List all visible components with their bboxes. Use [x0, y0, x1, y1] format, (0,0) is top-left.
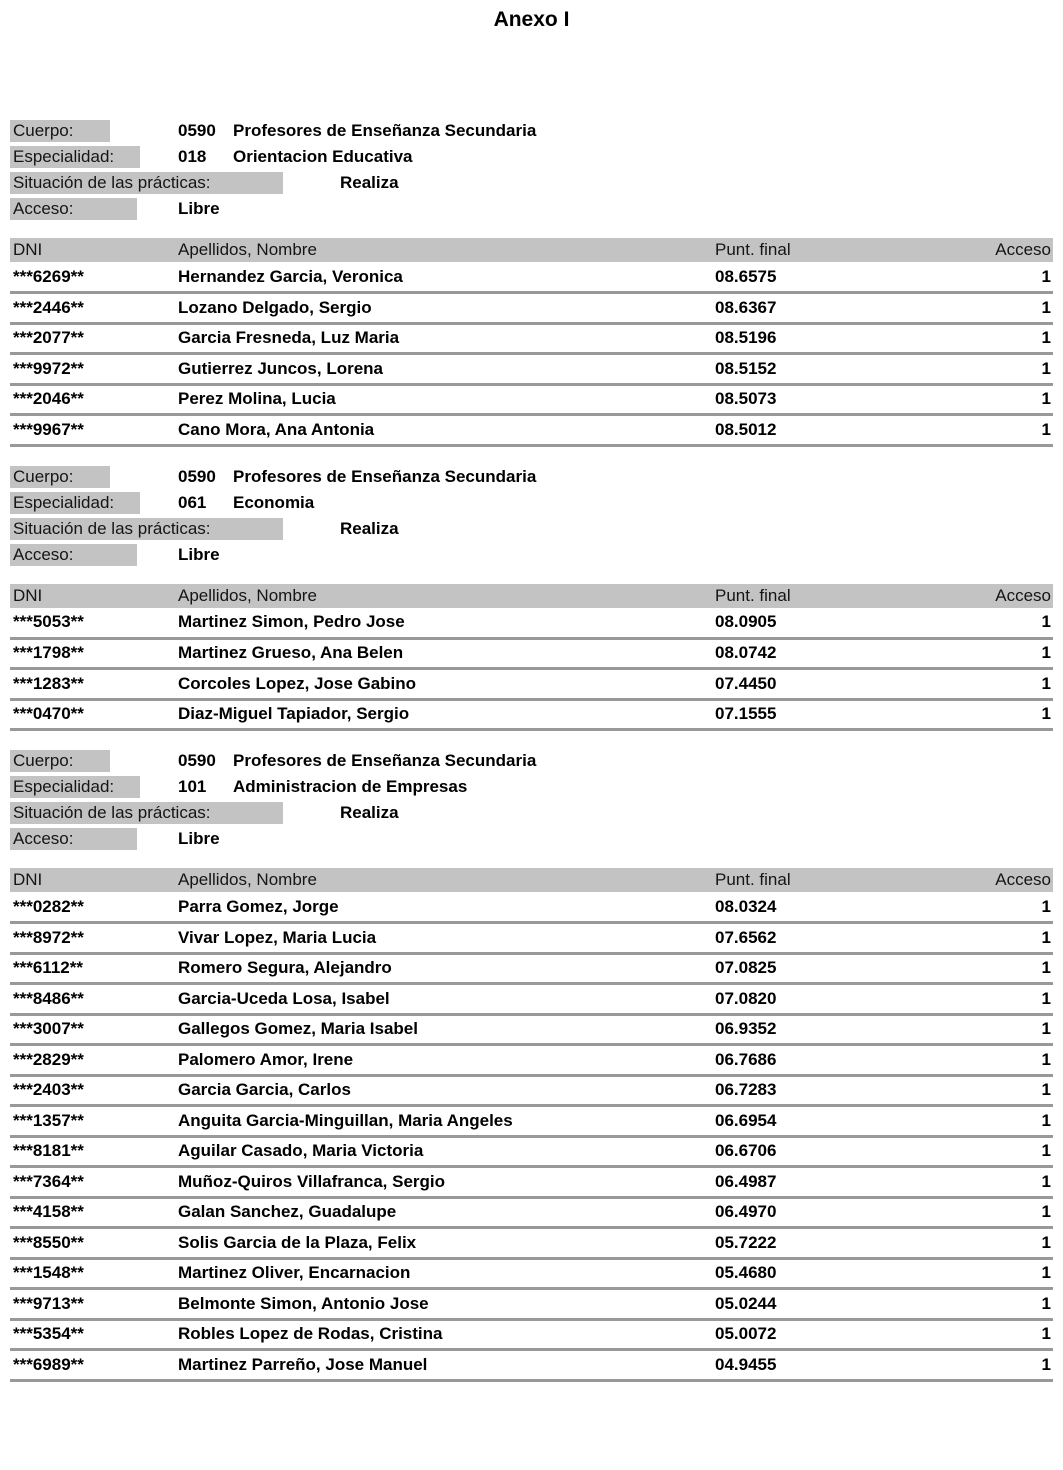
- dni-cell: ***1357**: [10, 1106, 178, 1137]
- table-row: [10, 1075, 1053, 1106]
- dni-cell: ***8550**: [10, 1228, 178, 1259]
- table-row: [10, 415, 1053, 446]
- name-cell: Garcia Fresneda, Luz Maria: [178, 323, 713, 354]
- access-cell: 1: [893, 669, 1053, 700]
- table-row: [10, 1319, 1053, 1350]
- name-cell: Corcoles Lopez, Jose Gabino: [178, 669, 713, 700]
- results-table: [10, 238, 1053, 447]
- cuerpo-label: Cuerpo:: [10, 120, 110, 142]
- dni-cell: ***8486**: [10, 984, 178, 1015]
- acceso-label: Acceso:: [10, 544, 137, 566]
- name-cell: Martinez Simon, Pedro Jose: [178, 608, 713, 639]
- access-cell: 1: [893, 262, 1053, 293]
- name-cell: Robles Lopez de Rodas, Cristina: [178, 1319, 713, 1350]
- table-row: [10, 1289, 1053, 1320]
- access-cell: 1: [893, 984, 1053, 1015]
- score-cell: 08.5196: [713, 323, 893, 354]
- especialidad-label: Especialidad:: [10, 492, 140, 514]
- table-row: [10, 1136, 1053, 1167]
- acceso-label: Acceso:: [10, 198, 137, 220]
- table-row: [10, 1350, 1053, 1381]
- name-cell: Parra Gomez, Jorge: [178, 892, 713, 923]
- dni-cell: ***0470**: [10, 699, 178, 730]
- score-cell: 07.0825: [713, 953, 893, 984]
- dni-cell: ***7364**: [10, 1167, 178, 1198]
- score-cell: 06.4970: [713, 1197, 893, 1228]
- table-row: [10, 699, 1053, 730]
- situacion-value: Realiza: [340, 518, 399, 538]
- table-row: [10, 1228, 1053, 1259]
- access-cell: 1: [893, 638, 1053, 669]
- score-cell: 06.4987: [713, 1167, 893, 1198]
- dni-cell: ***2077**: [10, 323, 178, 354]
- especialidad-label: Especialidad:: [10, 146, 140, 168]
- access-column-header: Acceso: [995, 870, 1051, 889]
- access-cell: 1: [893, 354, 1053, 385]
- access-cell: 1: [893, 923, 1053, 954]
- dni-cell: ***5354**: [10, 1319, 178, 1350]
- name-column-header: Apellidos, Nombre: [178, 585, 317, 605]
- header-row: [10, 868, 1053, 892]
- especialidad-row: [10, 776, 1053, 802]
- cuerpo-row: [10, 466, 1053, 492]
- name-cell: Martinez Grueso, Ana Belen: [178, 638, 713, 669]
- score-cell: 06.7283: [713, 1075, 893, 1106]
- access-cell: 1: [893, 892, 1053, 923]
- access-cell: 1: [893, 1167, 1053, 1198]
- especialidad-code: 018: [178, 147, 207, 166]
- especialidad-code: 061: [178, 492, 207, 512]
- access-cell: 1: [893, 323, 1053, 354]
- dni-cell: ***3007**: [10, 1014, 178, 1045]
- access-cell: 1: [893, 1106, 1053, 1137]
- situacion-row: [10, 518, 1053, 544]
- score-cell: 05.4680: [713, 1258, 893, 1289]
- situacion-label: Situación de las prácticas:: [10, 518, 283, 540]
- score-column-header: Punt. final: [715, 585, 791, 605]
- access-column-header: Acceso: [995, 240, 1051, 259]
- acceso-value: Libre: [178, 199, 220, 218]
- acceso-value: Libre: [178, 544, 220, 564]
- access-cell: 1: [893, 384, 1053, 415]
- access-cell: 1: [893, 1045, 1053, 1076]
- score-cell: 08.6367: [713, 293, 893, 324]
- situacion-row: [10, 172, 1053, 198]
- dni-column-header: DNI: [13, 240, 43, 259]
- name-cell: Garcia-Uceda Losa, Isabel: [178, 984, 713, 1015]
- score-cell: 05.7222: [713, 1228, 893, 1259]
- table-row: [10, 1197, 1053, 1228]
- dni-cell: ***9967**: [10, 415, 178, 446]
- cuerpo-row: [10, 750, 1053, 776]
- dni-column-header: DNI: [13, 585, 43, 605]
- table-row: [10, 1045, 1053, 1076]
- score-cell: 08.5152: [713, 354, 893, 385]
- table-row: [10, 1258, 1053, 1289]
- section-meta: [10, 750, 1053, 854]
- score-cell: 08.0742: [713, 638, 893, 669]
- access-cell: 1: [893, 1075, 1053, 1106]
- situacion-label: Situación de las prácticas:: [10, 172, 283, 194]
- cuerpo-label: Cuerpo:: [10, 750, 110, 772]
- cuerpo-name: Profesores de Enseñanza Secundaria: [233, 121, 537, 140]
- name-cell: Gutierrez Juncos, Lorena: [178, 354, 713, 385]
- name-cell: Martinez Parreño, Jose Manuel: [178, 1350, 713, 1381]
- score-cell: 08.6575: [713, 262, 893, 293]
- dni-cell: ***6989**: [10, 1350, 178, 1381]
- access-cell: 1: [893, 1136, 1053, 1167]
- especialidad-name: Economia: [233, 492, 315, 512]
- dni-cell: ***2446**: [10, 293, 178, 324]
- section-meta: [10, 120, 1053, 224]
- acceso-label: Acceso:: [10, 828, 137, 850]
- dni-cell: ***5053**: [10, 608, 178, 639]
- score-cell: 05.0072: [713, 1319, 893, 1350]
- table-row: [10, 293, 1053, 324]
- name-cell: Martinez Oliver, Encarnacion: [178, 1258, 713, 1289]
- table-row: [10, 923, 1053, 954]
- results-table-head: [10, 238, 1053, 262]
- especialidad-name: Orientacion Educativa: [233, 147, 413, 166]
- name-cell: Garcia Garcia, Carlos: [178, 1075, 713, 1106]
- table-row: [10, 323, 1053, 354]
- score-cell: 08.5073: [713, 384, 893, 415]
- dni-cell: ***8181**: [10, 1136, 178, 1167]
- dni-cell: ***2046**: [10, 384, 178, 415]
- score-cell: 07.1555: [713, 699, 893, 730]
- score-cell: 05.0244: [713, 1289, 893, 1320]
- table-row: [10, 984, 1053, 1015]
- sections-host: [10, 120, 1053, 1382]
- header-row: [10, 238, 1053, 262]
- access-cell: 1: [893, 293, 1053, 324]
- access-column-header: Acceso: [995, 585, 1051, 605]
- access-cell: 1: [893, 1319, 1053, 1350]
- table-row: [10, 638, 1053, 669]
- dni-cell: ***9972**: [10, 354, 178, 385]
- access-cell: 1: [893, 1197, 1053, 1228]
- acceso-row: [10, 544, 1053, 570]
- cuerpo-name: Profesores de Enseñanza Secundaria: [233, 751, 537, 770]
- score-cell: 06.6706: [713, 1136, 893, 1167]
- results-table: [10, 584, 1053, 732]
- name-cell: Aguilar Casado, Maria Victoria: [178, 1136, 713, 1167]
- section-meta: [10, 466, 1053, 570]
- especialidad-row: [10, 492, 1053, 518]
- name-cell: Galan Sanchez, Guadalupe: [178, 1197, 713, 1228]
- dni-cell: ***1548**: [10, 1258, 178, 1289]
- situacion-value: Realiza: [340, 173, 399, 192]
- table-row: [10, 953, 1053, 984]
- header-row: [10, 584, 1053, 608]
- score-cell: 06.6954: [713, 1106, 893, 1137]
- access-cell: 1: [893, 953, 1053, 984]
- dni-column-header: DNI: [13, 870, 43, 889]
- especialidad-name: Administracion de Empresas: [233, 777, 468, 796]
- dni-cell: ***4158**: [10, 1197, 178, 1228]
- score-cell: 07.0820: [713, 984, 893, 1015]
- name-cell: Cano Mora, Ana Antonia: [178, 415, 713, 446]
- acceso-row: [10, 198, 1053, 224]
- name-cell: Belmonte Simon, Antonio Jose: [178, 1289, 713, 1320]
- name-cell: Anguita Garcia-Minguillan, Maria Angeles: [178, 1106, 713, 1137]
- table-row: [10, 892, 1053, 923]
- cuerpo-code: 0590: [178, 751, 216, 770]
- situacion-row: [10, 802, 1053, 828]
- especialidad-row: [10, 146, 1053, 172]
- dni-cell: ***9713**: [10, 1289, 178, 1320]
- specialty-section: [10, 120, 1053, 447]
- table-row: [10, 1014, 1053, 1045]
- table-row: [10, 384, 1053, 415]
- dni-cell: ***8972**: [10, 923, 178, 954]
- page-title: Anexo I: [493, 8, 570, 31]
- score-column-header: Punt. final: [715, 870, 791, 889]
- name-cell: Lozano Delgado, Sergio: [178, 293, 713, 324]
- score-cell: 06.9352: [713, 1014, 893, 1045]
- access-cell: 1: [893, 1228, 1053, 1259]
- specialty-section: [10, 750, 1053, 1382]
- name-cell: Diaz-Miguel Tapiador, Sergio: [178, 699, 713, 730]
- name-column-header: Apellidos, Nombre: [178, 240, 317, 259]
- name-cell: Perez Molina, Lucia: [178, 384, 713, 415]
- table-row: [10, 1106, 1053, 1137]
- score-cell: 04.9455: [713, 1350, 893, 1381]
- name-cell: Vivar Lopez, Maria Lucia: [178, 923, 713, 954]
- name-cell: Hernandez Garcia, Veronica: [178, 262, 713, 293]
- name-column-header: Apellidos, Nombre: [178, 870, 317, 889]
- score-cell: 08.0324: [713, 892, 893, 923]
- name-cell: Romero Segura, Alejandro: [178, 953, 713, 984]
- name-cell: Palomero Amor, Irene: [178, 1045, 713, 1076]
- cuerpo-name: Profesores de Enseñanza Secundaria: [233, 466, 537, 486]
- access-cell: 1: [893, 415, 1053, 446]
- situacion-value: Realiza: [340, 803, 399, 822]
- acceso-row: [10, 828, 1053, 854]
- access-cell: 1: [893, 699, 1053, 730]
- score-cell: 08.5012: [713, 415, 893, 446]
- table-row: [10, 262, 1053, 293]
- results-table-head: [10, 868, 1053, 892]
- access-cell: 1: [893, 1350, 1053, 1381]
- name-cell: Solis Garcia de la Plaza, Felix: [178, 1228, 713, 1259]
- access-cell: 1: [893, 608, 1053, 639]
- access-cell: 1: [893, 1258, 1053, 1289]
- acceso-value: Libre: [178, 829, 220, 848]
- score-cell: 08.0905: [713, 608, 893, 639]
- dni-cell: ***6269**: [10, 262, 178, 293]
- table-row: [10, 669, 1053, 700]
- results-table: [10, 868, 1053, 1382]
- dni-cell: ***1798**: [10, 638, 178, 669]
- name-cell: Muñoz-Quiros Villafranca, Sergio: [178, 1167, 713, 1198]
- dni-cell: ***2829**: [10, 1045, 178, 1076]
- dni-cell: ***1283**: [10, 669, 178, 700]
- score-cell: 06.7686: [713, 1045, 893, 1076]
- access-cell: 1: [893, 1014, 1053, 1045]
- results-table-body: [10, 892, 1053, 1380]
- cuerpo-code: 0590: [178, 121, 216, 140]
- table-row: [10, 354, 1053, 385]
- results-table-body: [10, 262, 1053, 445]
- results-table-body: [10, 608, 1053, 730]
- results-table-head: [10, 584, 1053, 608]
- score-cell: 07.6562: [713, 923, 893, 954]
- especialidad-code: 101: [178, 777, 207, 796]
- situacion-label: Situación de las prácticas:: [10, 802, 283, 824]
- specialty-section: [10, 466, 1053, 732]
- score-cell: 07.4450: [713, 669, 893, 700]
- dni-cell: ***2403**: [10, 1075, 178, 1106]
- cuerpo-row: [10, 120, 1053, 146]
- cuerpo-code: 0590: [178, 466, 216, 486]
- dni-cell: ***0282**: [10, 892, 178, 923]
- name-cell: Gallegos Gomez, Maria Isabel: [178, 1014, 713, 1045]
- cuerpo-label: Cuerpo:: [10, 466, 110, 488]
- especialidad-label: Especialidad:: [10, 776, 140, 798]
- table-row: [10, 608, 1053, 639]
- table-row: [10, 1167, 1053, 1198]
- dni-cell: ***6112**: [10, 953, 178, 984]
- access-cell: 1: [893, 1289, 1053, 1320]
- score-column-header: Punt. final: [715, 240, 791, 259]
